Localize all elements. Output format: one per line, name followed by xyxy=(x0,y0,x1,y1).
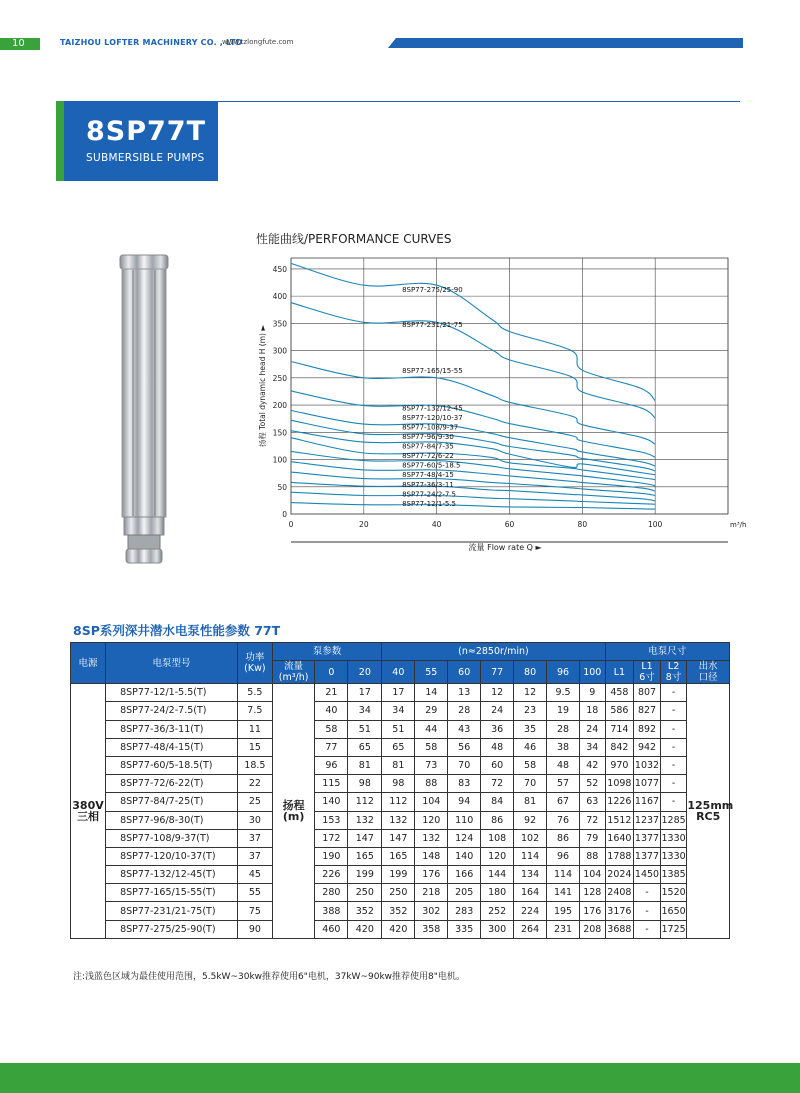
y-tick-label: 150 xyxy=(272,428,287,438)
l1-cell: 2024 xyxy=(605,866,634,884)
y-axis-title: 扬程 Total dynamic head H (m) ► xyxy=(258,324,267,448)
head-value-cell: 24 xyxy=(481,702,514,720)
head-value-cell: 17 xyxy=(382,684,415,702)
y-tick-label: 50 xyxy=(277,482,287,492)
x-tick-label: 80 xyxy=(577,520,588,529)
table-row xyxy=(71,866,730,884)
head-value-cell: 57 xyxy=(547,775,580,793)
head-value-cell: 460 xyxy=(315,920,348,938)
l2-8-cell: - xyxy=(660,702,687,720)
th-speed: (n≈2850r/min) xyxy=(382,643,605,661)
page-number: 10 xyxy=(12,38,25,49)
head-value-cell: 67 xyxy=(547,793,580,811)
head-value-cell: 35 xyxy=(514,720,547,738)
head-value-cell: 231 xyxy=(547,920,580,938)
head-value-cell: 114 xyxy=(514,847,547,865)
head-value-cell: 76 xyxy=(547,811,580,829)
th-flow-value: 80 xyxy=(514,661,547,684)
y-tick-label: 200 xyxy=(272,401,287,411)
x-tick-label: 60 xyxy=(504,520,515,529)
head-value-cell: 81 xyxy=(348,756,382,774)
l1-cell: 1226 xyxy=(605,793,634,811)
series-line xyxy=(291,263,655,400)
head-value-cell: 165 xyxy=(382,847,415,865)
head-value-cell: 153 xyxy=(315,811,348,829)
head-value-cell: 205 xyxy=(448,884,481,902)
head-label-cell: 扬程 (m) xyxy=(272,684,315,939)
curve-label: 8SP77-60/5-18.5 xyxy=(402,461,461,470)
l1-cell: 1788 xyxy=(605,847,634,865)
head-value-cell: 73 xyxy=(415,756,448,774)
x-tick-label: 0 xyxy=(288,520,294,529)
performance-chart xyxy=(243,250,773,555)
th-flow-value: 100 xyxy=(579,661,605,684)
th-l1-6: L1 6寸 xyxy=(634,661,661,684)
head-value-cell: 70 xyxy=(448,756,481,774)
head-value-cell: 134 xyxy=(514,866,547,884)
head-value-cell: 12 xyxy=(514,684,547,702)
l1-6-cell: 1377 xyxy=(634,829,661,847)
th-l1: L1 xyxy=(605,661,634,684)
l1-6-cell: 1032 xyxy=(634,756,661,774)
model-cell: 8SP77-132/12-45(T) xyxy=(106,866,238,884)
head-value-cell: 42 xyxy=(579,756,605,774)
head-value-cell: 40 xyxy=(315,702,348,720)
head-value-cell: 79 xyxy=(579,829,605,847)
l1-cell: 970 xyxy=(605,756,634,774)
th-flow-value: 40 xyxy=(382,661,415,684)
l2-8-cell: - xyxy=(660,793,687,811)
head-value-cell: 108 xyxy=(481,829,514,847)
power-cell: 11 xyxy=(237,720,272,738)
head-value-cell: 120 xyxy=(481,847,514,865)
head-value-cell: 226 xyxy=(315,866,348,884)
l1-6-cell: 1167 xyxy=(634,793,661,811)
power-cell: 18.5 xyxy=(237,756,272,774)
table-row xyxy=(71,829,730,847)
head-value-cell: 172 xyxy=(315,829,348,847)
head-value-cell: 18 xyxy=(579,702,605,720)
head-value-cell: 51 xyxy=(382,720,415,738)
header-blue-bar xyxy=(388,38,743,48)
l1-6-cell: 827 xyxy=(634,702,661,720)
title-accent xyxy=(56,101,64,181)
y-tick-label: 450 xyxy=(272,264,287,274)
l2-8-cell: - xyxy=(660,775,687,793)
y-tick-label: 350 xyxy=(272,319,287,329)
head-value-cell: 60 xyxy=(481,756,514,774)
head-value-cell: 98 xyxy=(382,775,415,793)
head-value-cell: 112 xyxy=(382,793,415,811)
head-value-cell: 128 xyxy=(579,884,605,902)
th-flow-value: 0 xyxy=(315,661,348,684)
l2-8-cell: 1650 xyxy=(660,902,687,920)
head-value-cell: 84 xyxy=(481,793,514,811)
table-row xyxy=(71,884,730,902)
power-cell: 30 xyxy=(237,811,272,829)
series-line xyxy=(291,303,655,418)
th-power: 功率 (Kw) xyxy=(237,643,272,684)
head-value-cell: 132 xyxy=(348,811,382,829)
curve-label: 8SP77-12/1-5.5 xyxy=(402,499,457,508)
head-value-cell: 195 xyxy=(547,902,580,920)
series-line xyxy=(291,492,655,504)
model-cell: 8SP77-84/7-25(T) xyxy=(106,793,238,811)
l1-cell: 458 xyxy=(605,684,634,702)
head-value-cell: 335 xyxy=(448,920,481,938)
head-value-cell: 148 xyxy=(415,847,448,865)
th-flow-value: 20 xyxy=(348,661,382,684)
company-name: TAIZHOU LOFTER MACHINERY CO. , LTD xyxy=(60,38,243,47)
power-cell: 75 xyxy=(237,902,272,920)
l1-cell: 714 xyxy=(605,720,634,738)
power-cell: 45 xyxy=(237,866,272,884)
head-value-cell: 21 xyxy=(315,684,348,702)
head-value-cell: 120 xyxy=(415,811,448,829)
spec-table xyxy=(70,642,734,939)
head-value-cell: 58 xyxy=(415,738,448,756)
curve-label: 8SP77-36/3-11 xyxy=(402,480,454,489)
l1-6-cell: 807 xyxy=(634,684,661,702)
head-value-cell: 176 xyxy=(415,866,448,884)
x-tick-label: 100 xyxy=(648,520,663,529)
head-value-cell: 96 xyxy=(315,756,348,774)
table-row xyxy=(71,793,730,811)
power-cell: 5.5 xyxy=(237,684,272,702)
head-value-cell: 283 xyxy=(448,902,481,920)
table-row xyxy=(71,811,730,829)
th-power-source: 电源 xyxy=(71,643,106,684)
l1-cell: 3176 xyxy=(605,902,634,920)
l1-cell: 3688 xyxy=(605,920,634,938)
head-value-cell: 43 xyxy=(448,720,481,738)
curve-label: 8SP77-231/21-75 xyxy=(402,320,463,329)
power-cell: 90 xyxy=(237,920,272,938)
table-row xyxy=(71,684,730,702)
table-row xyxy=(71,775,730,793)
chart-curve-labels xyxy=(402,286,463,508)
head-value-cell: 96 xyxy=(547,847,580,865)
model-cell: 8SP77-12/1-5.5(T) xyxy=(106,684,238,702)
head-value-cell: 34 xyxy=(382,702,415,720)
head-value-cell: 264 xyxy=(514,920,547,938)
th-flow-value: 60 xyxy=(448,661,481,684)
head-value-cell: 141 xyxy=(547,884,580,902)
head-value-cell: 86 xyxy=(547,829,580,847)
head-value-cell: 34 xyxy=(348,702,382,720)
head-value-cell: 144 xyxy=(481,866,514,884)
head-value-cell: 44 xyxy=(415,720,448,738)
pump-illustration xyxy=(100,250,188,575)
head-value-cell: 165 xyxy=(348,847,382,865)
head-value-cell: 81 xyxy=(514,793,547,811)
curve-label: 8SP77-120/10-37 xyxy=(402,414,463,423)
l1-6-cell: 892 xyxy=(634,720,661,738)
y-tick-label: 300 xyxy=(272,346,287,356)
head-value-cell: 12 xyxy=(481,684,514,702)
head-value-cell: 218 xyxy=(415,884,448,902)
head-value-cell: 56 xyxy=(448,738,481,756)
l1-cell: 1512 xyxy=(605,811,634,829)
product-model: 8SP77T xyxy=(86,116,207,147)
head-value-cell: 72 xyxy=(579,811,605,829)
table-title: 8SP系列深井潜水电泵性能参数 77T xyxy=(73,623,281,638)
l1-6-cell: 1237 xyxy=(634,811,661,829)
head-value-cell: 176 xyxy=(579,902,605,920)
head-value-cell: 280 xyxy=(315,884,348,902)
curve-label: 8SP77-165/15-55 xyxy=(402,367,463,376)
power-cell: 15 xyxy=(237,738,272,756)
l1-6-cell: - xyxy=(634,920,661,938)
head-value-cell: 102 xyxy=(514,829,547,847)
head-value-cell: 14 xyxy=(415,684,448,702)
y-tick-label: 100 xyxy=(272,455,287,465)
head-value-cell: 104 xyxy=(579,866,605,884)
l2-8-cell: - xyxy=(660,684,687,702)
l2-8-cell: - xyxy=(660,738,687,756)
table-row xyxy=(71,702,730,720)
chart-curves xyxy=(291,263,655,509)
model-cell: 8SP77-60/5-18.5(T) xyxy=(106,756,238,774)
head-value-cell: 77 xyxy=(315,738,348,756)
th-l2-8: L2 8寸 xyxy=(660,661,687,684)
head-value-cell: 19 xyxy=(547,702,580,720)
head-value-cell: 180 xyxy=(481,884,514,902)
head-value-cell: 17 xyxy=(348,684,382,702)
head-value-cell: 352 xyxy=(382,902,415,920)
head-value-cell: 110 xyxy=(448,811,481,829)
head-value-cell: 38 xyxy=(547,738,580,756)
head-value-cell: 28 xyxy=(448,702,481,720)
l1-cell: 842 xyxy=(605,738,634,756)
model-cell: 8SP77-108/9-37(T) xyxy=(106,829,238,847)
l2-8-cell: 1285 xyxy=(660,811,687,829)
curve-label: 8SP77-48/4-15 xyxy=(402,471,454,480)
l2-8-cell: 1330 xyxy=(660,829,687,847)
curve-label: 8SP77-84/7-35 xyxy=(402,442,454,451)
table-row xyxy=(71,920,730,938)
chart-grid xyxy=(288,258,728,542)
y-tick-label: 0 xyxy=(282,510,287,519)
model-cell: 8SP77-165/15-55(T) xyxy=(106,884,238,902)
head-value-cell: 9 xyxy=(579,684,605,702)
th-dims: 电泵尺寸 xyxy=(605,643,729,661)
head-value-cell: 51 xyxy=(348,720,382,738)
head-value-cell: 199 xyxy=(348,866,382,884)
head-value-cell: 147 xyxy=(348,829,382,847)
curve-label: 8SP77-108/9-37 xyxy=(402,423,459,432)
head-value-cell: 300 xyxy=(481,920,514,938)
head-value-cell: 48 xyxy=(547,756,580,774)
table-row xyxy=(71,847,730,865)
head-value-cell: 114 xyxy=(547,866,580,884)
th-model: 电泵型号 xyxy=(106,643,238,684)
model-cell: 8SP77-275/25-90(T) xyxy=(106,920,238,938)
th-flow-value: 77 xyxy=(481,661,514,684)
head-value-cell: 132 xyxy=(415,829,448,847)
table-row xyxy=(71,720,730,738)
head-value-cell: 140 xyxy=(448,847,481,865)
power-cell: 22 xyxy=(237,775,272,793)
head-value-cell: 58 xyxy=(315,720,348,738)
l1-cell: 586 xyxy=(605,702,634,720)
th-flow-value: 96 xyxy=(547,661,580,684)
y-tick-label: 250 xyxy=(272,373,287,383)
head-value-cell: 23 xyxy=(514,702,547,720)
model-cell: 8SP77-72/6-22(T) xyxy=(106,775,238,793)
head-value-cell: 124 xyxy=(448,829,481,847)
head-value-cell: 36 xyxy=(481,720,514,738)
y-tick-label: 400 xyxy=(272,292,287,302)
series-line xyxy=(291,391,655,461)
head-value-cell: 34 xyxy=(579,738,605,756)
head-value-cell: 420 xyxy=(348,920,382,938)
x-axis-title: 流量 Flow rate Q ► xyxy=(468,543,542,552)
head-value-cell: 190 xyxy=(315,847,348,865)
head-value-cell: 208 xyxy=(579,920,605,938)
model-cell: 8SP77-48/4-15(T) xyxy=(106,738,238,756)
head-value-cell: 86 xyxy=(481,811,514,829)
head-value-cell: 88 xyxy=(579,847,605,865)
curve-label: 8SP77-24/2-7.5 xyxy=(402,490,457,499)
head-value-cell: 24 xyxy=(579,720,605,738)
head-value-cell: 65 xyxy=(348,738,382,756)
table-row xyxy=(71,738,730,756)
model-cell: 8SP77-24/2-7.5(T) xyxy=(106,702,238,720)
power-cell: 25 xyxy=(237,793,272,811)
head-value-cell: 28 xyxy=(547,720,580,738)
l2-8-cell: 1520 xyxy=(660,884,687,902)
x-tick-label: 20 xyxy=(359,520,369,529)
head-value-cell: 147 xyxy=(382,829,415,847)
head-value-cell: 140 xyxy=(315,793,348,811)
power-cell: 55 xyxy=(237,884,272,902)
table-note: 注:浅蓝色区域为最佳使用范围，5.5kW~30kw推荐使用6"电机，37kW~90kw推荐使用8"电机。 xyxy=(73,972,465,982)
head-value-cell: 46 xyxy=(514,738,547,756)
company-url: www.tzlongfute.com xyxy=(222,38,294,46)
power-cell: 37 xyxy=(237,847,272,865)
model-cell: 8SP77-231/21-75(T) xyxy=(106,902,238,920)
head-value-cell: 224 xyxy=(514,902,547,920)
l1-6-cell: - xyxy=(634,902,661,920)
model-cell: 8SP77-36/3-11(T) xyxy=(106,720,238,738)
curve-label: 8SP77-132/12-45 xyxy=(402,404,463,413)
table-row xyxy=(71,902,730,920)
head-value-cell: 358 xyxy=(415,920,448,938)
head-value-cell: 388 xyxy=(315,902,348,920)
footer-bar xyxy=(0,1063,800,1093)
th-flow: 流量 (m³/h) xyxy=(272,661,315,684)
chart-axis-labels xyxy=(257,265,746,552)
l2-8-cell: 1385 xyxy=(660,866,687,884)
curve-label: 8SP77-96/9-30 xyxy=(402,433,454,442)
head-value-cell: 65 xyxy=(382,738,415,756)
head-value-cell: 52 xyxy=(579,775,605,793)
head-value-cell: 302 xyxy=(415,902,448,920)
head-value-cell: 115 xyxy=(315,775,348,793)
head-value-cell: 88 xyxy=(415,775,448,793)
head-value-cell: 13 xyxy=(448,684,481,702)
product-subtitle: SUBMERSIBLE PUMPS xyxy=(86,152,205,164)
head-value-cell: 94 xyxy=(448,793,481,811)
head-value-cell: 63 xyxy=(579,793,605,811)
head-value-cell: 83 xyxy=(448,775,481,793)
head-value-cell: 164 xyxy=(514,884,547,902)
head-value-cell: 58 xyxy=(514,756,547,774)
head-value-cell: 420 xyxy=(382,920,415,938)
th-outlet: 出水 口径 xyxy=(687,661,730,684)
power-cell: 7.5 xyxy=(237,702,272,720)
head-value-cell: 250 xyxy=(382,884,415,902)
l2-8-cell: 1725 xyxy=(660,920,687,938)
l2-8-cell: - xyxy=(660,720,687,738)
head-value-cell: 104 xyxy=(415,793,448,811)
head-value-cell: 70 xyxy=(514,775,547,793)
table-row xyxy=(71,756,730,774)
l1-cell: 2408 xyxy=(605,884,634,902)
th-flow-value: 55 xyxy=(415,661,448,684)
model-cell: 8SP77-120/10-37(T) xyxy=(106,847,238,865)
th-pump-params: 泵参数 xyxy=(272,643,381,661)
head-value-cell: 166 xyxy=(448,866,481,884)
l1-cell: 1098 xyxy=(605,775,634,793)
head-value-cell: 92 xyxy=(514,811,547,829)
head-value-cell: 112 xyxy=(348,793,382,811)
l2-8-cell: 1330 xyxy=(660,847,687,865)
head-value-cell: 48 xyxy=(481,738,514,756)
power-source-cell: 380V 三相 xyxy=(71,684,106,939)
model-cell: 8SP77-96/8-30(T) xyxy=(106,811,238,829)
l1-6-cell: - xyxy=(634,884,661,902)
head-value-cell: 72 xyxy=(481,775,514,793)
l2-8-cell: - xyxy=(660,756,687,774)
head-value-cell: 252 xyxy=(481,902,514,920)
head-value-cell: 199 xyxy=(382,866,415,884)
head-value-cell: 98 xyxy=(348,775,382,793)
chart-title: 性能曲线/PERFORMANCE CURVES xyxy=(256,232,452,246)
x-unit-label: m³/h xyxy=(730,521,747,529)
l1-6-cell: 942 xyxy=(634,738,661,756)
l1-6-cell: 1450 xyxy=(634,866,661,884)
head-value-cell: 9.5 xyxy=(547,684,580,702)
outlet-cell: 125mm RC5 xyxy=(687,684,730,939)
head-value-cell: 132 xyxy=(382,811,415,829)
head-value-cell: 250 xyxy=(348,884,382,902)
head-value-cell: 29 xyxy=(415,702,448,720)
x-tick-label: 40 xyxy=(431,520,442,529)
l1-6-cell: 1377 xyxy=(634,847,661,865)
header-row-1 xyxy=(71,643,730,661)
series-line xyxy=(291,503,655,510)
series-line xyxy=(291,482,655,501)
l1-cell: 1640 xyxy=(605,829,634,847)
curve-label: 8SP77-275/25-90 xyxy=(402,286,463,295)
curve-label: 8SP77-72/6-22 xyxy=(402,452,454,461)
spec-table-body xyxy=(71,684,734,939)
power-cell: 37 xyxy=(237,829,272,847)
l1-6-cell: 1077 xyxy=(634,775,661,793)
head-value-cell: 81 xyxy=(382,756,415,774)
head-value-cell: 352 xyxy=(348,902,382,920)
